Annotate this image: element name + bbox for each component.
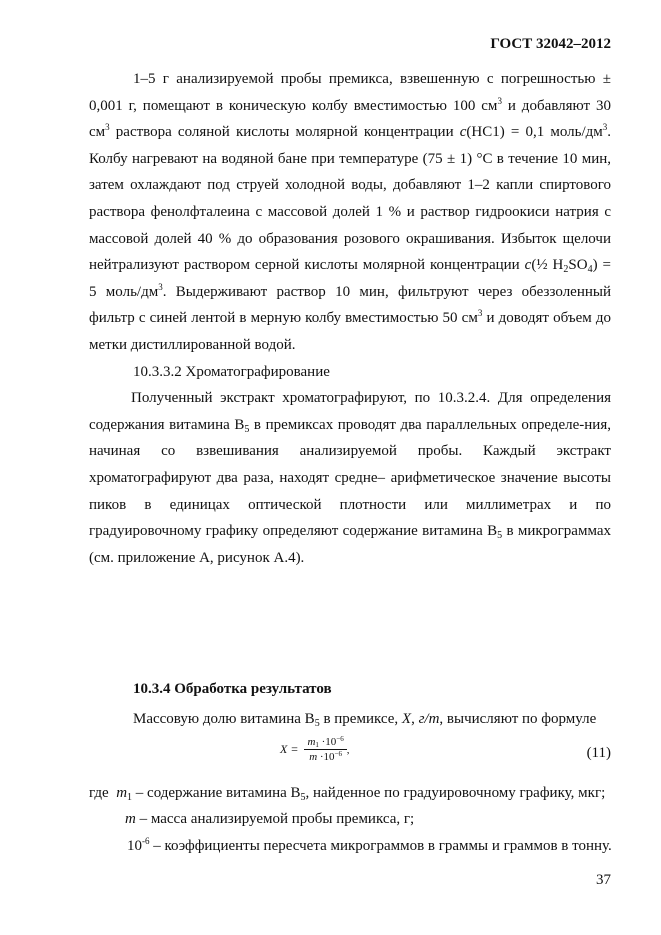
where-line-coef: $10^{-6}$ – коэффициенты пересчета микрограммов в граммы и граммов в тонну. <box>127 836 612 854</box>
formula <box>280 736 350 763</box>
main-text <box>89 66 611 571</box>
subsection-title: 10.3.3.2 Хроматографирование <box>133 363 330 380</box>
formula-lhs: X = <box>280 742 299 756</box>
formula-numerator: $m_1 \cdot 10^{-6}$ <box>304 736 346 750</box>
formula-fraction <box>304 736 346 763</box>
paragraph-sample-prep: 1–5 г анализируемой пробы премикса, взвешенную с погрешностью ± 0,001 г, помещают в коническую колбу вместимостью 100 $см^3$ и добавляют 30 $см^3$ раствора соляной кислоты молярной концентрации c(НС1) = 0,1 моль/$дм^3$. Колбу нагревают на водяной бане при температуре (75 ± 1) °С в течение 10 мин, затем охлаждают под струей холодной воды, добавляют 1–2 капли спиртового раствора фенолфталеина с массовой долей 1 % и раствор гидроокиси натрия с массовой долей 40 % до образования розового окрашивания. Избыток щелочи нейтрализуют раствором серной кислоты молярной концентрации c(½ $H_2SO_4) = 5$ моль/$дм^3$. Выдерживают раствор 10 мин, фильтруют через обеззоленный фильтр с синей лентой в мерную колбу вместимостью 50 $см^3$ и доводят объем до метки дистиллированной водой. <box>89 71 612 353</box>
equation-number: (11) <box>586 745 611 761</box>
page-number: 37 <box>596 872 611 888</box>
formula-intro: Массовую долю витамина $В_5$ в премиксе, X, г/т, вычисляют по формуле <box>133 711 597 729</box>
formula-tail: , <box>346 743 350 756</box>
where-line-m: m – масса анализируемой пробы премикса, г; <box>125 811 415 827</box>
document-id: ГОСТ 32042–2012 <box>490 36 611 52</box>
formula-denominator: $m \cdot 10^{-6}$ <box>309 750 343 763</box>
paragraph-chromatography: Полученный экстракт хроматографируют, по 10.3.2.4. Для определения содержания витамина $В_5$ в премиксах проводят два параллельных определе-ния, начиная со взвешивания анализируемой пробы. Каждый экстракт хроматографируют два раза, находят средне– арифметическое значение высоты пиков в единицах оптической плотности или миллиметрах и по градуировочному графику определяют содержание витамина $В_5$ в микрограммах (см. приложение А, рисунок А.4). <box>89 390 611 566</box>
where-line-m1: где $m_1$ – содержание витамина $В_5$, найденное по градуировочному графику, мкг; <box>89 785 606 803</box>
section-title: 10.3.4 Обработка результатов <box>133 681 332 697</box>
